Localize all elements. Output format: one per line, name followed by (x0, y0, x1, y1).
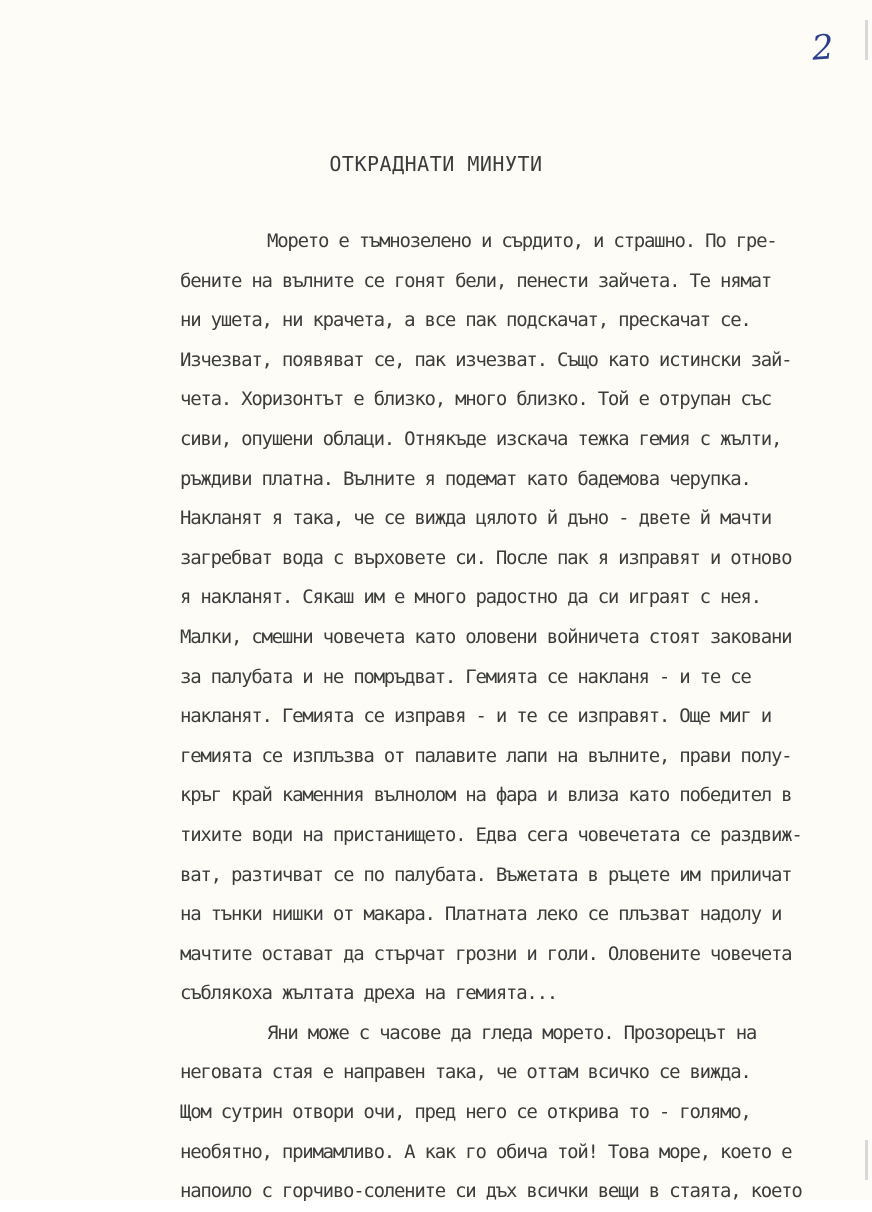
text-line: ни ушета, ни крачета, а все пак подскачат, прескачат се. (180, 309, 751, 332)
text-line: за палубата и не помръдват. Гемията се накланя - и те се (180, 665, 751, 688)
scan-edge-mark (865, 20, 868, 60)
text-body (180, 222, 830, 1212)
text-line: неговата стая е направен така, че оттам всичко се вижда. (180, 1061, 751, 1084)
text-line: Щом сутрин отвори очи, пред него се открива то - голямо, (180, 1101, 751, 1124)
text-line: кръг край каменния вълнолом на фара и влиза като победител в (180, 784, 792, 807)
text-line: ват, разтичват се по палубата. Въжетата в ръцете им приличат (180, 863, 792, 886)
text-line: тихите води на пристанището. Едва сега човечетата се раздвиж- (180, 823, 802, 846)
text-line: загребват вода с върховете си. После пак я изправят и отново (180, 546, 792, 569)
text-line: необятно, примамливо. А как го обича той! Това море, което е (180, 1140, 792, 1163)
text-line: гемията се изплъзва от палавите лапи на вълните, прави полу- (180, 744, 792, 767)
page-title: ОТКРАДНАТИ МИНУТИ (329, 152, 543, 176)
text-line: бените на вълните се гонят бели, пенести зайчета. Те нямат (180, 269, 771, 292)
text-line: сиви, опушени облаци. Отнякъде изскача тежка гемия с жълти, (180, 427, 782, 450)
text-line: Накланят я така, че се вижда цялото й дъно - двете й мачти (180, 507, 771, 530)
text-line: ръждиви платна. Вълните я подемат като бадемова черупка. (180, 467, 751, 490)
text-line: чета. Хоризонтът е близко, много близко. Той е отрупан със (180, 388, 771, 411)
text-line: Морето е тъмнозелено и сърдито, и страшно. По гре- (267, 230, 777, 252)
text-line: на тънки нишки от макара. Платната леко се плъзват надолу и (180, 903, 782, 926)
text-line: съблякоха жълтата дреха на гемията... (180, 982, 557, 1005)
scan-edge-mark (865, 1140, 868, 1180)
text-line: мачтите остават да стърчат грозни и голи. Оловените човечета (180, 942, 792, 965)
page-number: 2 (810, 27, 836, 69)
text-line: Изчезват, появяват се, пак изчезват. Също като истински зай- (180, 348, 792, 371)
text-line: Малки, смешни човечета като оловени войничета стоят заковани (180, 625, 792, 648)
text-line: накланят. Гемията се изправя - и те се изправят. Още миг и (180, 705, 771, 728)
text-line: Яни може с часове да гледа морето. Прозорецът на (267, 1021, 757, 1044)
text-line: я накланят. Сякаш им е много радостно да си играят с нея. (180, 586, 761, 609)
text-line: напоило с горчиво-солените си дъх всички вещи в стаята, което (180, 1180, 802, 1203)
